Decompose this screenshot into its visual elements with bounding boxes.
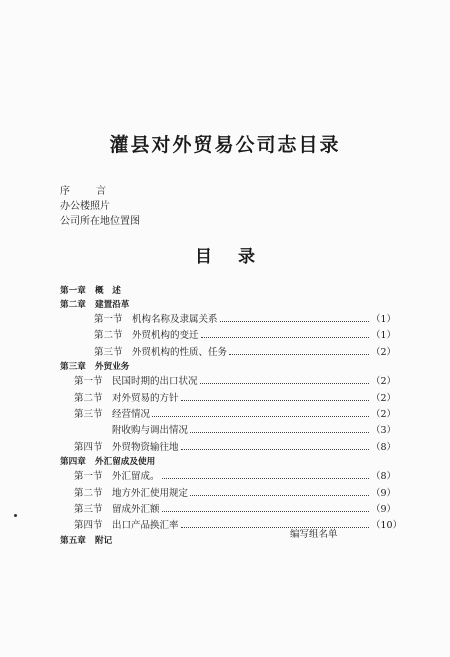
toc-leader-dots bbox=[220, 321, 369, 322]
toc-title: 留成外汇额 bbox=[112, 503, 160, 515]
toc-title: 地方外汇使用规定 bbox=[112, 487, 189, 499]
toc-page-number: （1） bbox=[371, 330, 397, 342]
document-title: 灌县对外贸易公司志目录 bbox=[109, 134, 341, 156]
toc-leader-dots bbox=[200, 383, 369, 384]
toc-title: 概 述 bbox=[95, 286, 121, 296]
toc-number: 第四节 bbox=[74, 441, 103, 453]
toc-number: 第一节 bbox=[94, 314, 123, 325]
toc-title: 出口产品换汇率 bbox=[112, 520, 179, 532]
toc-title: 外贸业务 bbox=[95, 361, 130, 372]
toc-page-number: （2） bbox=[371, 408, 397, 420]
toc-chapter bbox=[60, 534, 395, 548]
toc-section bbox=[60, 390, 395, 406]
toc-leader-dots bbox=[181, 527, 369, 528]
table-of-contents bbox=[60, 284, 403, 547]
toc-chapter bbox=[60, 298, 395, 312]
toc-title: 附记 bbox=[95, 535, 113, 546]
toc-number: 第三章 bbox=[60, 361, 86, 372]
footer-note: 编写组名单 bbox=[290, 529, 338, 540]
toc-section bbox=[60, 311, 395, 327]
toc-number: 第二节 bbox=[74, 392, 103, 404]
toc-section bbox=[60, 517, 403, 533]
front-matter-map: 公司所在地位置图 bbox=[60, 216, 140, 227]
toc-number: 第三节 bbox=[74, 503, 103, 515]
scan-speck bbox=[14, 514, 17, 517]
toc-section bbox=[60, 406, 395, 422]
toc-page-number: （2） bbox=[371, 392, 397, 404]
toc-section bbox=[60, 439, 395, 455]
toc-title: 外贸机构的性质、任务 bbox=[132, 346, 228, 358]
toc-section bbox=[60, 344, 395, 360]
toc-page-number: （1） bbox=[371, 314, 397, 325]
toc-heading: 目录 bbox=[195, 247, 281, 267]
toc-leader-dots bbox=[201, 337, 369, 338]
toc-title: 机构名称及隶属关系 bbox=[132, 314, 218, 325]
toc-page-number: （9） bbox=[371, 487, 397, 499]
toc-title: 外汇留成及使用 bbox=[95, 456, 156, 467]
toc-number: 第三节 bbox=[74, 408, 103, 420]
toc-page-number: （2） bbox=[371, 346, 397, 358]
front-matter bbox=[60, 184, 140, 229]
toc-page-number: （3） bbox=[371, 425, 397, 437]
toc-page-number: （8） bbox=[371, 441, 397, 453]
toc-page-number: （9） bbox=[371, 503, 397, 515]
toc-number: 第一章 bbox=[60, 286, 86, 296]
toc-number: 第四章 bbox=[60, 456, 86, 467]
toc-title: 对外贸易的方针 bbox=[112, 392, 179, 404]
toc-page-number: （8） bbox=[371, 471, 397, 483]
toc-leader-dots bbox=[190, 432, 369, 433]
toc-number: 第二章 bbox=[60, 299, 86, 310]
toc-leader-dots bbox=[162, 511, 369, 512]
toc-chapter bbox=[60, 360, 395, 374]
toc-number: 第一节 bbox=[74, 471, 103, 483]
toc-number: 第二节 bbox=[94, 330, 123, 342]
toc-number: 第二节 bbox=[74, 487, 103, 499]
toc-section bbox=[60, 327, 395, 343]
toc-title: 外贸机构的变迁 bbox=[132, 330, 199, 342]
front-matter-preface: 序 言 bbox=[60, 186, 114, 197]
toc-number: 第三节 bbox=[94, 346, 123, 358]
toc-title: 民国时期的出口状况 bbox=[112, 376, 198, 388]
toc-section bbox=[60, 468, 395, 484]
toc-chapter bbox=[60, 455, 395, 469]
toc-chapter bbox=[60, 284, 395, 298]
toc-number: 第四节 bbox=[74, 520, 103, 532]
toc-page-number: （2） bbox=[371, 376, 397, 388]
front-matter-photo: 办公楼照片 bbox=[60, 201, 110, 212]
toc-leader-dots bbox=[162, 478, 369, 479]
toc-section bbox=[60, 373, 395, 389]
toc-title: 外贸物资输往地 bbox=[112, 441, 179, 453]
toc-leader-dots bbox=[229, 354, 369, 355]
toc-section bbox=[60, 501, 395, 517]
toc-title: 建置沿革 bbox=[95, 299, 130, 310]
toc-title: 外汇留成。 bbox=[112, 471, 160, 483]
toc-leader-dots bbox=[181, 449, 369, 450]
toc-title: 经营情况 bbox=[112, 408, 151, 420]
toc-page-number: （10） bbox=[371, 520, 403, 532]
toc-title: 附收购与调出情况 bbox=[112, 425, 189, 437]
toc-leader-dots bbox=[181, 400, 369, 401]
toc-number: 第五章 bbox=[60, 535, 86, 546]
toc-leader-dots bbox=[190, 495, 369, 496]
toc-leader-dots bbox=[152, 416, 369, 417]
toc-section bbox=[60, 422, 395, 438]
toc-section bbox=[60, 485, 395, 501]
toc-number: 第一节 bbox=[74, 376, 103, 388]
